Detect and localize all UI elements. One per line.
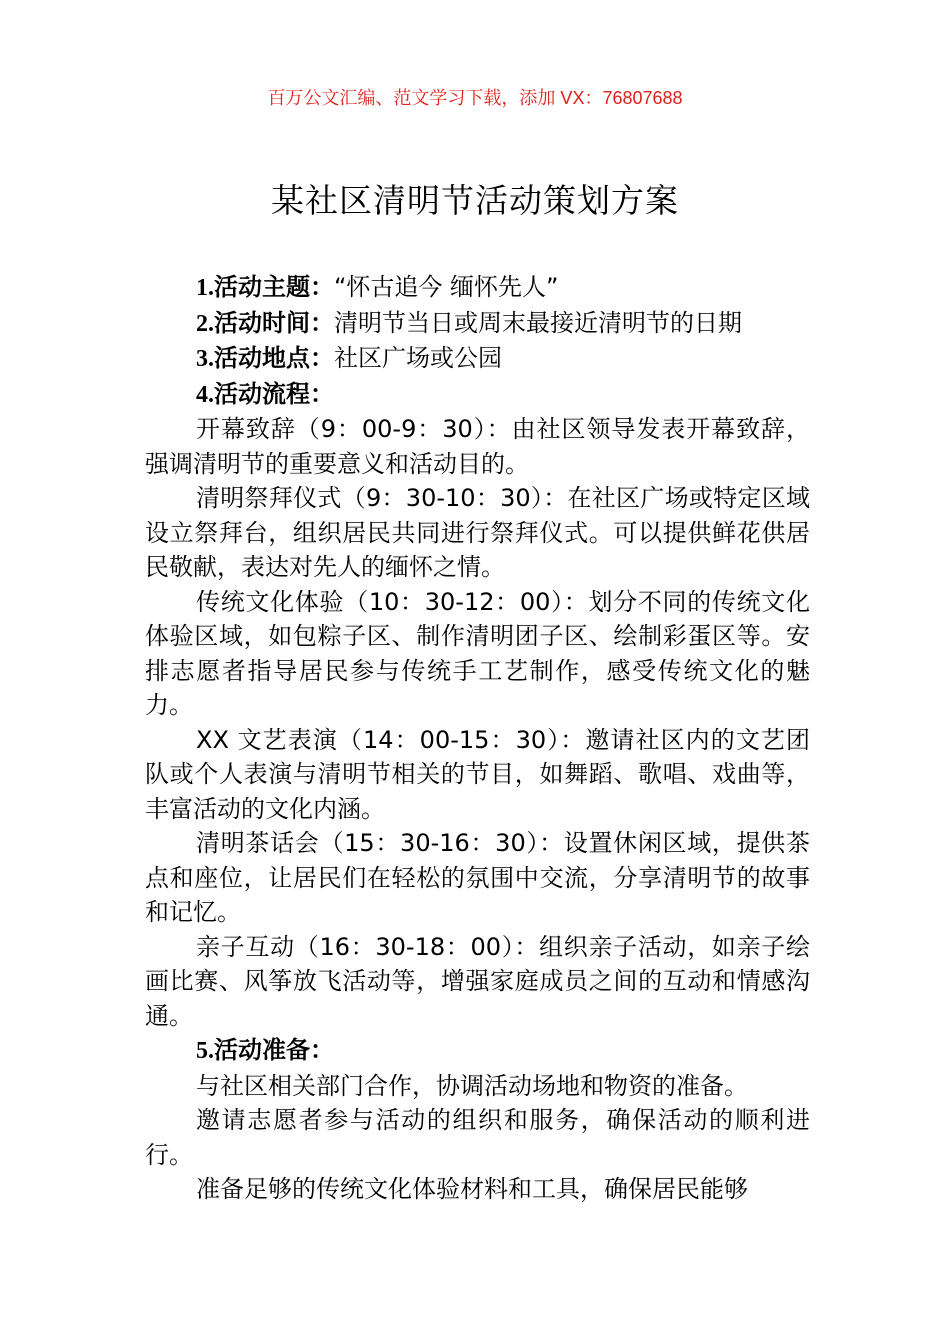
process-step-culture: 传统文化体验（10：30-12：00）：划分不同的传统文化体验区域，如包粽子区、制作清明团子区、绘制彩蛋区等。安排志愿者指导居民参与传统手工艺制作，感受传统文化的魅力。 <box>145 587 810 719</box>
document-body <box>145 270 810 1207</box>
item-place-value: 社区广场或公园 <box>334 344 502 372</box>
item-theme-label: 1.活动主题： <box>196 275 334 301</box>
item-time-value: 清明节当日或周末最接近清明节的日期 <box>334 308 742 337</box>
preparation-step-coordination: 与社区相关部门合作，协调活动场地和物资的准备。 <box>196 1071 748 1100</box>
process-step-performance: XX 文艺表演（14：00-15：30）：邀请社区内的文艺团队或个人表演与清明节相关的节目，如舞蹈、歌唱、戏曲等，丰富活动的文化内涵。 <box>145 725 810 823</box>
item-preparation <box>145 1033 810 1069</box>
process-step-tea-party: 清明茶话会（15：30-16：30）：设置休闲区域，提供茶点和座位，让居民们在轻松的氛围中交流，分享清明节的故事和记忆。 <box>145 829 810 926</box>
process-step-parent-child: 亲子互动（16：30-18：00）：组织亲子活动，如亲子绘画比赛、风筝放飞活动等，增强家庭成员之间的互动和情感沟通。 <box>145 932 810 1030</box>
preparation-step-volunteers: 邀请志愿者参与活动的组织和服务，确保活动的顺利进行。 <box>145 1106 810 1169</box>
item-theme <box>145 270 810 306</box>
item-process-label: 4.活动流程： <box>196 381 334 408</box>
item-process <box>145 377 810 413</box>
item-place <box>145 341 810 377</box>
item-time <box>145 306 810 342</box>
item-preparation-label: 5.活动准备： <box>196 1038 334 1064</box>
item-place-label: 3.活动地点： <box>196 346 334 372</box>
item-theme-value: “怀古追今 缅怀先人” <box>334 273 559 301</box>
process-step-ceremony: 清明祭拜仪式（9：30-10：30）：在社区广场或特定区域设立祭拜台，组织居民共同进行祭拜仪式。可以提供鲜花供居民敬献，表达对先人的缅怀之情。 <box>145 484 810 581</box>
process-step-opening: 开幕致辞（9：00-9：30）：由社区领导发表开幕致辞，强调清明节的重要意义和活动目的。 <box>145 415 810 478</box>
header-watermark-note: 百万公文汇编、范文学习下载，添加 VX：76807688 <box>267 88 683 108</box>
preparation-step-materials: 准备足够的传统文化体验材料和工具，确保居民能够 <box>196 1175 748 1203</box>
page-title: 某社区清明节活动策划方案 <box>271 181 679 220</box>
item-time-label: 2.活动时间： <box>196 310 334 337</box>
